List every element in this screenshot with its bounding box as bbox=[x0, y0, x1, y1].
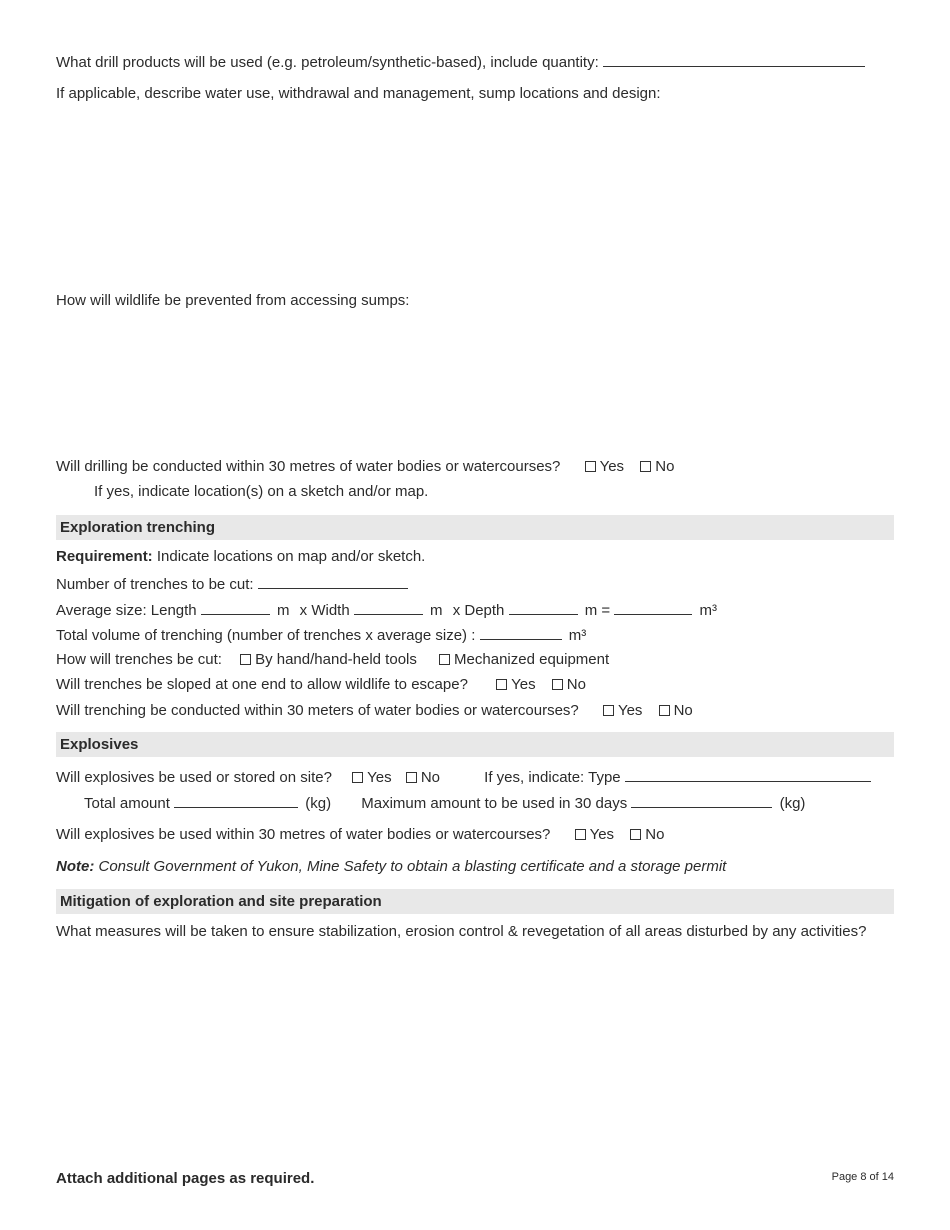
explosives-used-row bbox=[56, 767, 871, 787]
explosives-used-no[interactable]: No bbox=[406, 769, 440, 787]
checkbox-icon[interactable] bbox=[240, 654, 251, 665]
trenching-near-water-row bbox=[56, 702, 693, 720]
trench-slope-question: Will trenches be sloped at one end to allow wildlife to escape? bbox=[56, 676, 468, 693]
explosives-near-water-yes[interactable]: Yes bbox=[575, 826, 614, 844]
total-amount-field[interactable] bbox=[174, 793, 298, 808]
water-use-question: If applicable, describe water use, withdrawal and management, sump locations and design: bbox=[56, 85, 661, 102]
explosives-near-water-row bbox=[56, 826, 664, 844]
drilling-near-water-row bbox=[56, 458, 674, 476]
total-volume-row: Total volume of trenching (number of trenches x average size) : m³ bbox=[56, 627, 587, 644]
page-number: Page 8 of 14 bbox=[831, 1171, 894, 1183]
checkbox-icon[interactable] bbox=[603, 705, 614, 716]
cut-mechanized-option[interactable]: Mechanized equipment bbox=[439, 651, 609, 669]
trench-count-field[interactable] bbox=[258, 574, 408, 589]
average-volume-field[interactable] bbox=[614, 600, 692, 615]
checkbox-icon[interactable] bbox=[439, 654, 450, 665]
explosives-note bbox=[56, 858, 726, 876]
checkbox-icon[interactable] bbox=[496, 679, 507, 690]
drill-products-row bbox=[56, 52, 865, 72]
checkbox-icon[interactable] bbox=[352, 772, 363, 783]
requirement-text: Indicate locations on map and/or sketch. bbox=[152, 548, 426, 565]
requirement-label: Requirement: bbox=[56, 548, 153, 565]
section-heading-trenching: Exploration trenching bbox=[56, 515, 894, 540]
explosives-near-water-no[interactable]: No bbox=[630, 826, 664, 844]
trench-count-row bbox=[56, 574, 408, 594]
trenching-near-water-question: Will trenching be conducted within 30 meters of water bodies or watercourses? bbox=[56, 702, 579, 719]
section-heading-explosives: Explosives bbox=[56, 732, 894, 757]
checkbox-icon[interactable] bbox=[406, 772, 417, 783]
cut-by-hand-option[interactable]: By hand/hand-held tools bbox=[240, 651, 417, 669]
attach-pages-note: Attach additional pages as required. bbox=[56, 1170, 315, 1187]
max-amount-field[interactable] bbox=[631, 793, 772, 808]
mitigation-measures-question: What measures will be taken to ensure stabilization, erosion control & revegetation of all areas disturbed by any activities? bbox=[56, 923, 867, 940]
trench-slope-no[interactable]: No bbox=[552, 676, 586, 694]
trenching-requirement bbox=[56, 548, 425, 566]
checkbox-icon[interactable] bbox=[630, 829, 641, 840]
explosives-type-label: If yes, indicate: Type bbox=[484, 769, 621, 786]
trench-count-question: Number of trenches to be cut: bbox=[56, 576, 254, 593]
trench-cut-method-row bbox=[56, 651, 609, 669]
drill-products-field[interactable] bbox=[603, 52, 865, 67]
trench-cut-question: How will trenches be cut: bbox=[56, 651, 222, 668]
width-field[interactable] bbox=[354, 600, 423, 615]
length-field[interactable] bbox=[201, 600, 270, 615]
note-text: Consult Government of Yukon, Mine Safety to obtain a blasting certificate and a storage permit bbox=[94, 858, 727, 875]
checkbox-icon[interactable] bbox=[552, 679, 563, 690]
trenching-near-water-yes[interactable]: Yes bbox=[603, 702, 642, 720]
explosives-near-water-question: Will explosives be used within 30 metres of water bodies or watercourses? bbox=[56, 826, 551, 843]
explosives-type-field[interactable] bbox=[625, 767, 871, 782]
drilling-near-water-note: If yes, indicate location(s) on a sketch and/or map. bbox=[94, 483, 429, 500]
section-heading-mitigation: Mitigation of exploration and site preparation bbox=[56, 889, 894, 914]
explosives-used-question: Will explosives be used or stored on site? bbox=[56, 769, 332, 786]
checkbox-icon[interactable] bbox=[659, 705, 670, 716]
total-amount-label: Total amount bbox=[84, 795, 170, 812]
note-label: Note: bbox=[56, 858, 95, 875]
trench-slope-yes[interactable]: Yes bbox=[496, 676, 535, 694]
total-volume-question: Total volume of trenching (number of trenches x average size) : bbox=[56, 627, 476, 644]
drilling-near-water-yes[interactable]: Yes bbox=[585, 458, 624, 476]
drilling-near-water-no[interactable]: No bbox=[640, 458, 674, 476]
depth-field[interactable] bbox=[509, 600, 578, 615]
average-size-label: Average size: Length bbox=[56, 602, 197, 619]
max-amount-label: Maximum amount to be used in 30 days bbox=[361, 795, 628, 812]
trench-slope-row bbox=[56, 676, 586, 694]
explosives-used-yes[interactable]: Yes bbox=[352, 769, 391, 787]
drill-products-question: What drill products will be used (e.g. petroleum/synthetic-based), include quantity: bbox=[56, 54, 599, 71]
total-volume-field[interactable] bbox=[480, 625, 562, 640]
drilling-near-water-question: Will drilling be conducted within 30 metres of water bodies or watercourses? bbox=[56, 458, 561, 475]
trenching-near-water-no[interactable]: No bbox=[659, 702, 693, 720]
checkbox-icon[interactable] bbox=[640, 461, 651, 472]
average-size-row: Average size: Length m x Width m x Depth m = m³ bbox=[56, 602, 718, 619]
wildlife-sumps-question: How will wildlife be prevented from accessing sumps: bbox=[56, 292, 410, 309]
checkbox-icon[interactable] bbox=[575, 829, 586, 840]
explosives-amount-row: Total amount (kg) Maximum amount to be used in 30 days (kg) bbox=[84, 795, 806, 812]
checkbox-icon[interactable] bbox=[585, 461, 596, 472]
